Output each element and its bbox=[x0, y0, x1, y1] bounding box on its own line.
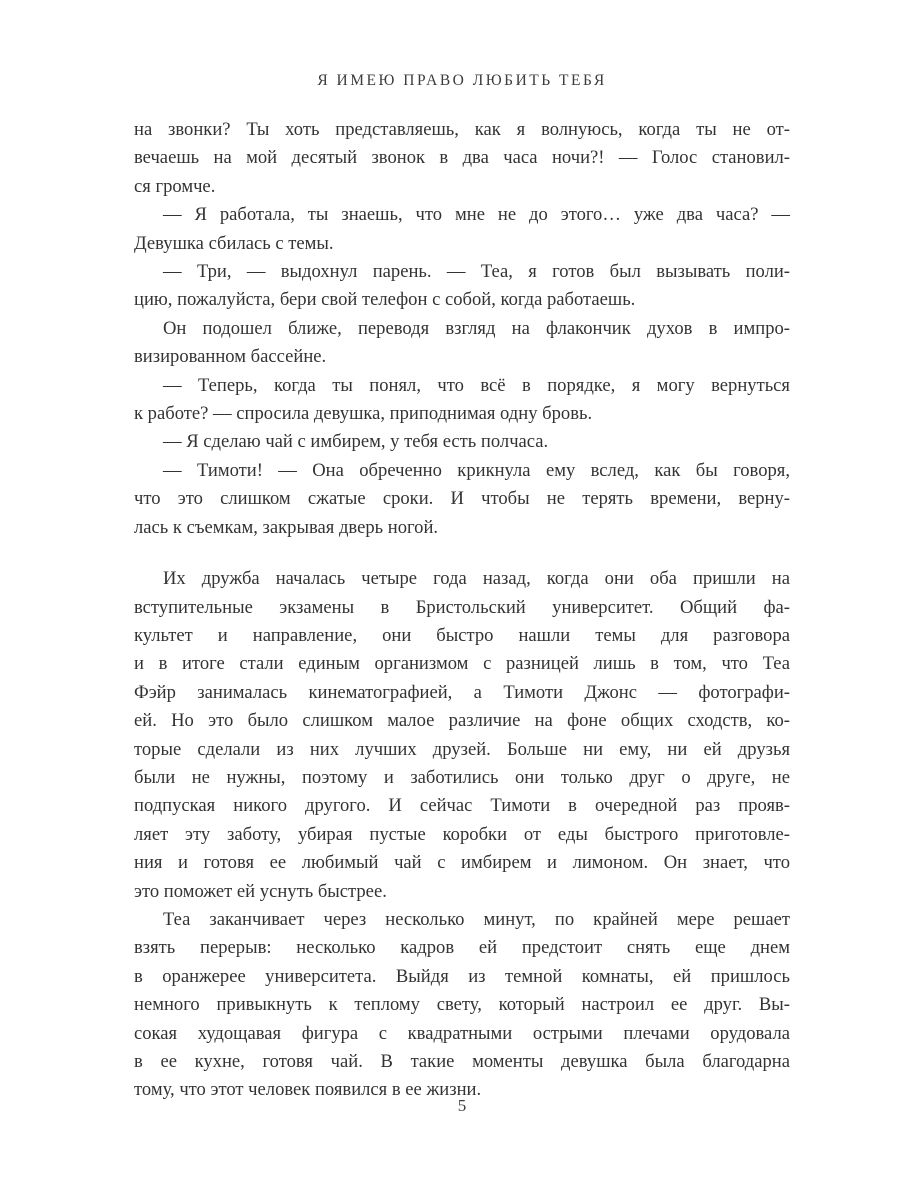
paragraph bbox=[134, 457, 790, 542]
text-line: визированном бассейне. bbox=[134, 346, 327, 368]
paragraph bbox=[134, 906, 790, 1105]
paragraph bbox=[134, 201, 790, 258]
text-line: в ее кухне, готовя чай. В такие моменты девушка была благодарна bbox=[134, 1051, 790, 1072]
text-line: ся громче. bbox=[134, 175, 216, 197]
text-line: торые сделали из них лучших друзей. Больше ни ему, ни ей друзья bbox=[134, 738, 790, 760]
text-line: — Три, — выдохнул парень. — Теа, я готов был вызывать поли- bbox=[163, 261, 790, 283]
text-line: к работе? — спросила девушка, приподнимая одну бровь. bbox=[134, 403, 593, 425]
text-line: Их дружба началась четыре года назад, когда они оба пришли на bbox=[163, 568, 790, 590]
text-line: цию, пожалуйста, бери свой телефон с собой, когда работаешь. bbox=[134, 289, 636, 311]
text-line: — Я сделаю чай с имбирем, у тебя есть полчаса. bbox=[163, 431, 549, 453]
paragraph bbox=[134, 116, 790, 201]
text-line: Теа заканчивает через несколько минут, по крайней мере решает bbox=[163, 908, 790, 930]
text-line: были не нужны, поэтому и заботились они только друг о друге, не bbox=[134, 766, 790, 788]
text-line: — Тимоти! — Она обреченно крикнула ему вслед, как бы говоря, bbox=[163, 459, 790, 481]
page-number: 5 bbox=[457, 1096, 467, 1115]
text-line: лась к съемкам, закрывая дверь ногой. bbox=[134, 516, 439, 538]
paragraph bbox=[134, 315, 790, 372]
paragraph bbox=[134, 372, 790, 429]
running-header-title: Я ИМЕЮ ПРАВО ЛЮБИТЬ ТЕБЯ bbox=[317, 72, 607, 89]
paragraph bbox=[134, 565, 790, 906]
text-line: ния и готовя ее любимый чай с имбирем и лимоном. Он знает, что bbox=[134, 852, 790, 874]
text-line: — Я работала, ты знаешь, что мне не до этого… уже два часа? — bbox=[163, 204, 790, 226]
text-block bbox=[134, 116, 790, 1105]
text-line: Он подошел ближе, переводя взгляд на флакончик духов в импро- bbox=[163, 317, 790, 339]
text-line: — Теперь, когда ты понял, что всё в порядке, я могу вернуться bbox=[163, 374, 790, 396]
text-line: тому, что этот человек появился в ее жизни. bbox=[134, 1079, 482, 1101]
text-line: вечаешь на мой десятый звонок в два часа ночи?! — Голос становил- bbox=[134, 147, 790, 169]
text-line: культет и направление, они быстро нашли темы для разговора bbox=[134, 624, 790, 646]
text-line: сокая худощавая фигура с квадратными острыми плечами орудовала bbox=[134, 1022, 790, 1044]
text-line: взять перерыв: несколько кадров ей предстоит снять еще днем bbox=[134, 937, 790, 959]
text-line: в оранжерее университета. Выйдя из темной комнаты, ей пришлось bbox=[134, 965, 790, 987]
text-line: Девушка сбилась с темы. bbox=[134, 232, 334, 254]
text-line: ей. Но это было слишком малое различие на фоне общих сходств, ко- bbox=[134, 710, 790, 732]
text-line: это поможет ей уснуть быстрее. bbox=[134, 880, 387, 902]
text-line: немного привыкнуть к теплому свету, который настроил ее друг. Вы- bbox=[134, 994, 790, 1016]
text-line: и в итоге стали единым организмом с разницей лишь в том, что Теа bbox=[134, 653, 790, 675]
paragraph bbox=[134, 258, 790, 315]
text-line: ляет эту заботу, убирая пустые коробки от еды быстрого приготовле- bbox=[134, 823, 790, 845]
text-line: вступительные экзамены в Бристольский университет. Общий фа- bbox=[134, 596, 790, 618]
text-line: Фэйр занималась кинематографией, а Тимоти Джонс — фотографи- bbox=[134, 681, 790, 703]
paragraph bbox=[134, 428, 790, 456]
text-line: подпуская никого другого. И сейчас Тимоти в очередной раз прояв- bbox=[134, 795, 790, 817]
text-line: что это слишком сжатые сроки. И чтобы не терять времени, верну- bbox=[134, 488, 790, 510]
text-line: на звонки? Ты хоть представляешь, как я волнуюсь, когда ты не от- bbox=[134, 119, 790, 140]
